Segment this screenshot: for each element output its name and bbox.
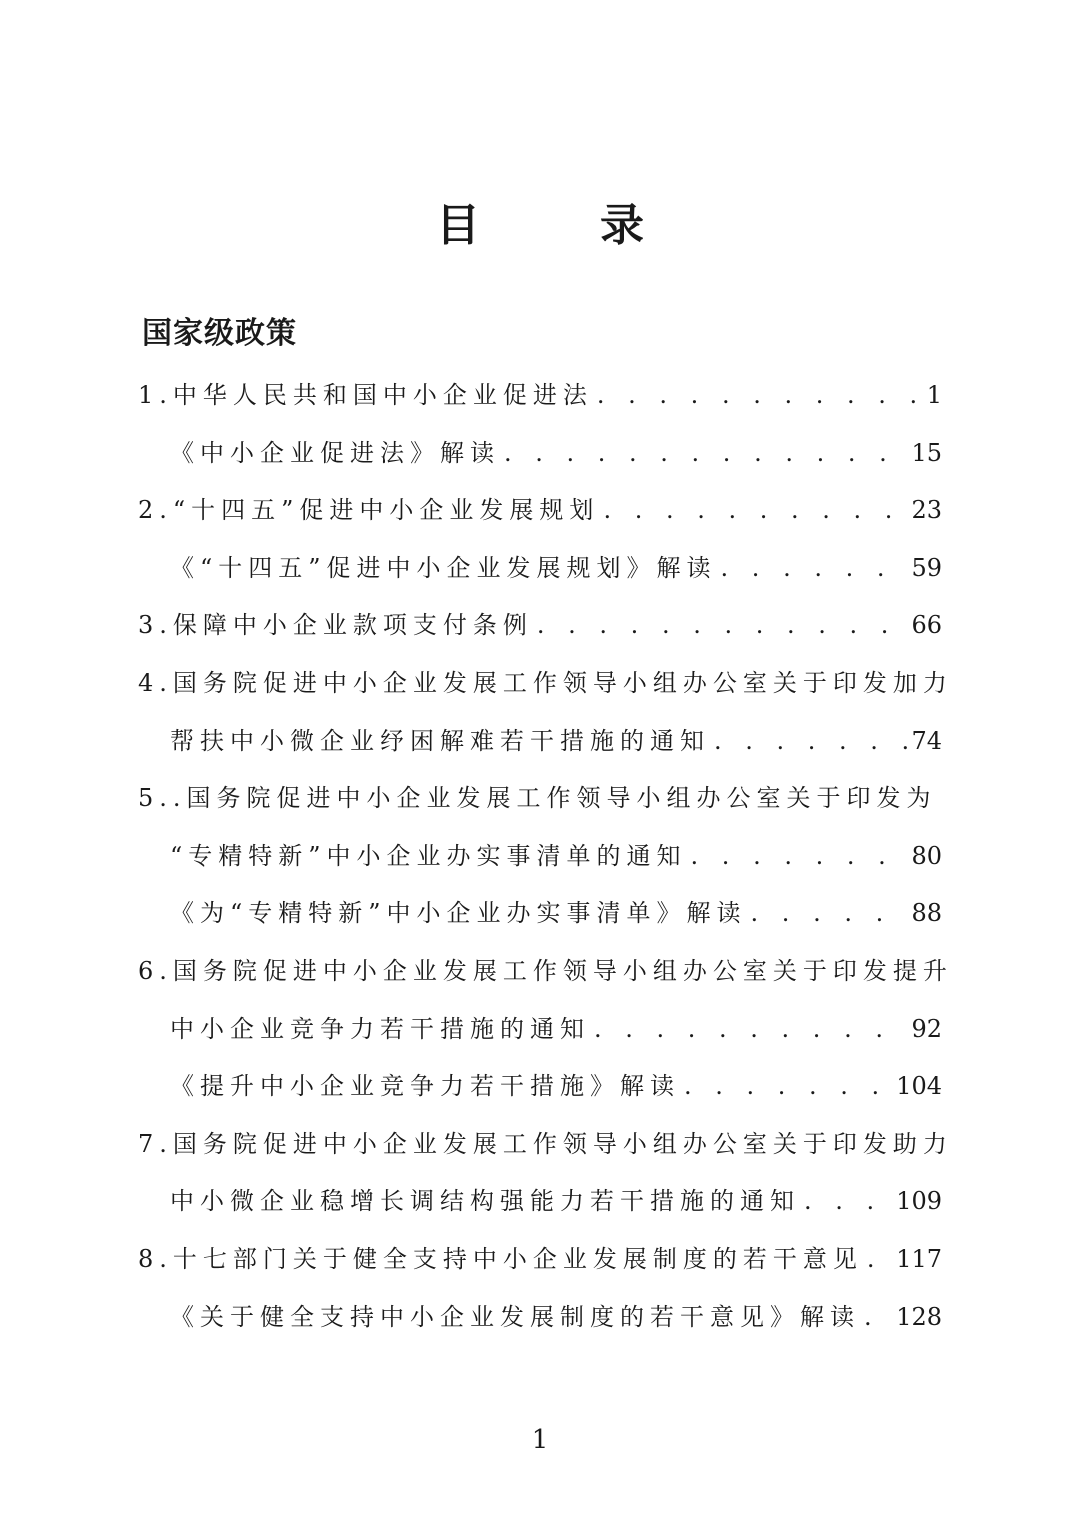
toc-entry[interactable] xyxy=(170,425,942,483)
toc-entry-title: 《中小企业促进法》解读 xyxy=(170,438,500,467)
toc-line xyxy=(0,1001,1080,1059)
toc-entry[interactable] xyxy=(170,1173,942,1231)
toc-entry-title: 帮扶中小微企业纾困解难若干措施的通知 xyxy=(170,726,710,755)
toc-entry-title: 4.国务院促进中小企业发展工作领导小组办公室关于印发加力 xyxy=(138,669,953,697)
toc-line xyxy=(0,1173,1080,1231)
toc-entry-page: 128 xyxy=(896,1302,942,1331)
toc-entry-title: 《为“专精特新”中小企业办实事清单》解读 xyxy=(170,899,747,928)
toc-line xyxy=(0,1231,1080,1289)
toc-line xyxy=(0,713,1080,771)
toc-dot-leader xyxy=(504,425,907,483)
toc-line xyxy=(0,1116,1080,1174)
toc-entry[interactable] xyxy=(170,540,942,598)
toc-entry-title: 中小企业竞争力若干措施的通知 xyxy=(170,1014,590,1043)
toc-entry[interactable] xyxy=(170,1058,942,1116)
toc-entry[interactable] xyxy=(138,1231,942,1289)
toc-line xyxy=(0,482,1080,540)
toc-entry-page: 15 xyxy=(911,438,942,467)
toc-entry[interactable] xyxy=(138,597,942,655)
toc-line xyxy=(0,943,1080,1001)
toc-entry[interactable] xyxy=(170,1001,942,1059)
toc-entry[interactable] xyxy=(170,1289,942,1347)
section-heading: 国家级政策 xyxy=(142,316,297,351)
toc-entry[interactable] xyxy=(138,943,953,1001)
page-number: 1 xyxy=(531,1425,549,1455)
toc-entry-title: 《“十四五”促进中小企业发展规划》解读 xyxy=(170,553,717,582)
toc-entry[interactable] xyxy=(138,367,942,425)
toc-entry-page: 66 xyxy=(911,611,942,640)
toc-dot-leader xyxy=(804,1173,892,1231)
toc-entry[interactable] xyxy=(138,655,953,713)
toc-entry-title: 5..国务院促进中小企业发展工作领导小组办公室关于印发为 xyxy=(138,784,937,813)
toc-entry-title: “专精特新”中小企业办实事清单的通知 xyxy=(170,841,687,870)
toc-dot-leader xyxy=(864,1289,892,1347)
toc-line xyxy=(0,425,1080,483)
toc-line xyxy=(0,367,1080,425)
toc-entry-page: 109 xyxy=(896,1187,942,1216)
toc-dot-leader xyxy=(537,597,908,655)
toc-entry[interactable] xyxy=(170,885,942,943)
toc-line xyxy=(0,597,1080,655)
toc-entry-page: 59 xyxy=(911,553,942,582)
toc-entry-title: 2.“十四五”促进中小企业发展规划 xyxy=(138,496,600,525)
toc-entry-title: 7.国务院促进中小企业发展工作领导小组办公室关于印发助力 xyxy=(138,1129,953,1158)
toc-entry-page: 88 xyxy=(911,899,942,928)
toc-entry[interactable] xyxy=(170,828,942,886)
toc-line xyxy=(0,540,1080,598)
toc-entry-page: 23 xyxy=(911,496,942,525)
toc-entry-title: 6.国务院促进中小企业发展工作领导小组办公室关于印发提升 xyxy=(138,957,953,985)
toc-dot-leader xyxy=(603,482,907,540)
toc-entry-title: 《关于健全支持中小企业发展制度的若干意见》解读 xyxy=(170,1302,860,1331)
toc-entry-title: 《提升中小企业竞争力若干措施》解读 xyxy=(170,1072,680,1101)
toc-entry[interactable] xyxy=(170,713,942,771)
toc-entry-page: 1 xyxy=(926,381,942,409)
toc-line xyxy=(0,1058,1080,1116)
toc-line xyxy=(0,885,1080,943)
toc-dot-leader xyxy=(691,828,908,886)
toc-dot-leader xyxy=(721,540,908,598)
toc-entry[interactable] xyxy=(138,1116,953,1174)
toc-dot-leader xyxy=(714,713,907,771)
toc-dot-leader xyxy=(597,367,923,425)
toc-entry-page: 74 xyxy=(911,726,942,755)
toc-dot-leader xyxy=(867,1231,892,1289)
toc-entry-page: 92 xyxy=(911,1014,942,1043)
toc-dot-leader xyxy=(751,885,908,943)
toc-line xyxy=(0,828,1080,886)
toc-entry-title: 中小微企业稳增长调结构强能力若干措施的通知 xyxy=(170,1187,800,1216)
toc-entry-title: 1.中华人民共和国中小企业促进法 xyxy=(138,381,593,409)
toc-entry-page: 80 xyxy=(911,841,942,870)
toc-line xyxy=(0,1289,1080,1347)
toc-entry-title: 3.保障中小企业款项支付条例 xyxy=(138,611,533,640)
toc-entry-page: 117 xyxy=(896,1245,942,1273)
toc-entry-page: 104 xyxy=(896,1072,942,1101)
page-title: 目录 xyxy=(436,200,764,251)
toc-entry-title: 8.十七部门关于健全支持中小企业发展制度的若干意见 xyxy=(138,1245,863,1273)
toc-entry[interactable] xyxy=(138,482,942,540)
toc-dot-leader xyxy=(684,1058,892,1116)
toc-dot-leader xyxy=(594,1001,907,1059)
toc-line xyxy=(0,770,1080,828)
toc-line xyxy=(0,655,1080,713)
toc-entry[interactable] xyxy=(138,770,942,828)
